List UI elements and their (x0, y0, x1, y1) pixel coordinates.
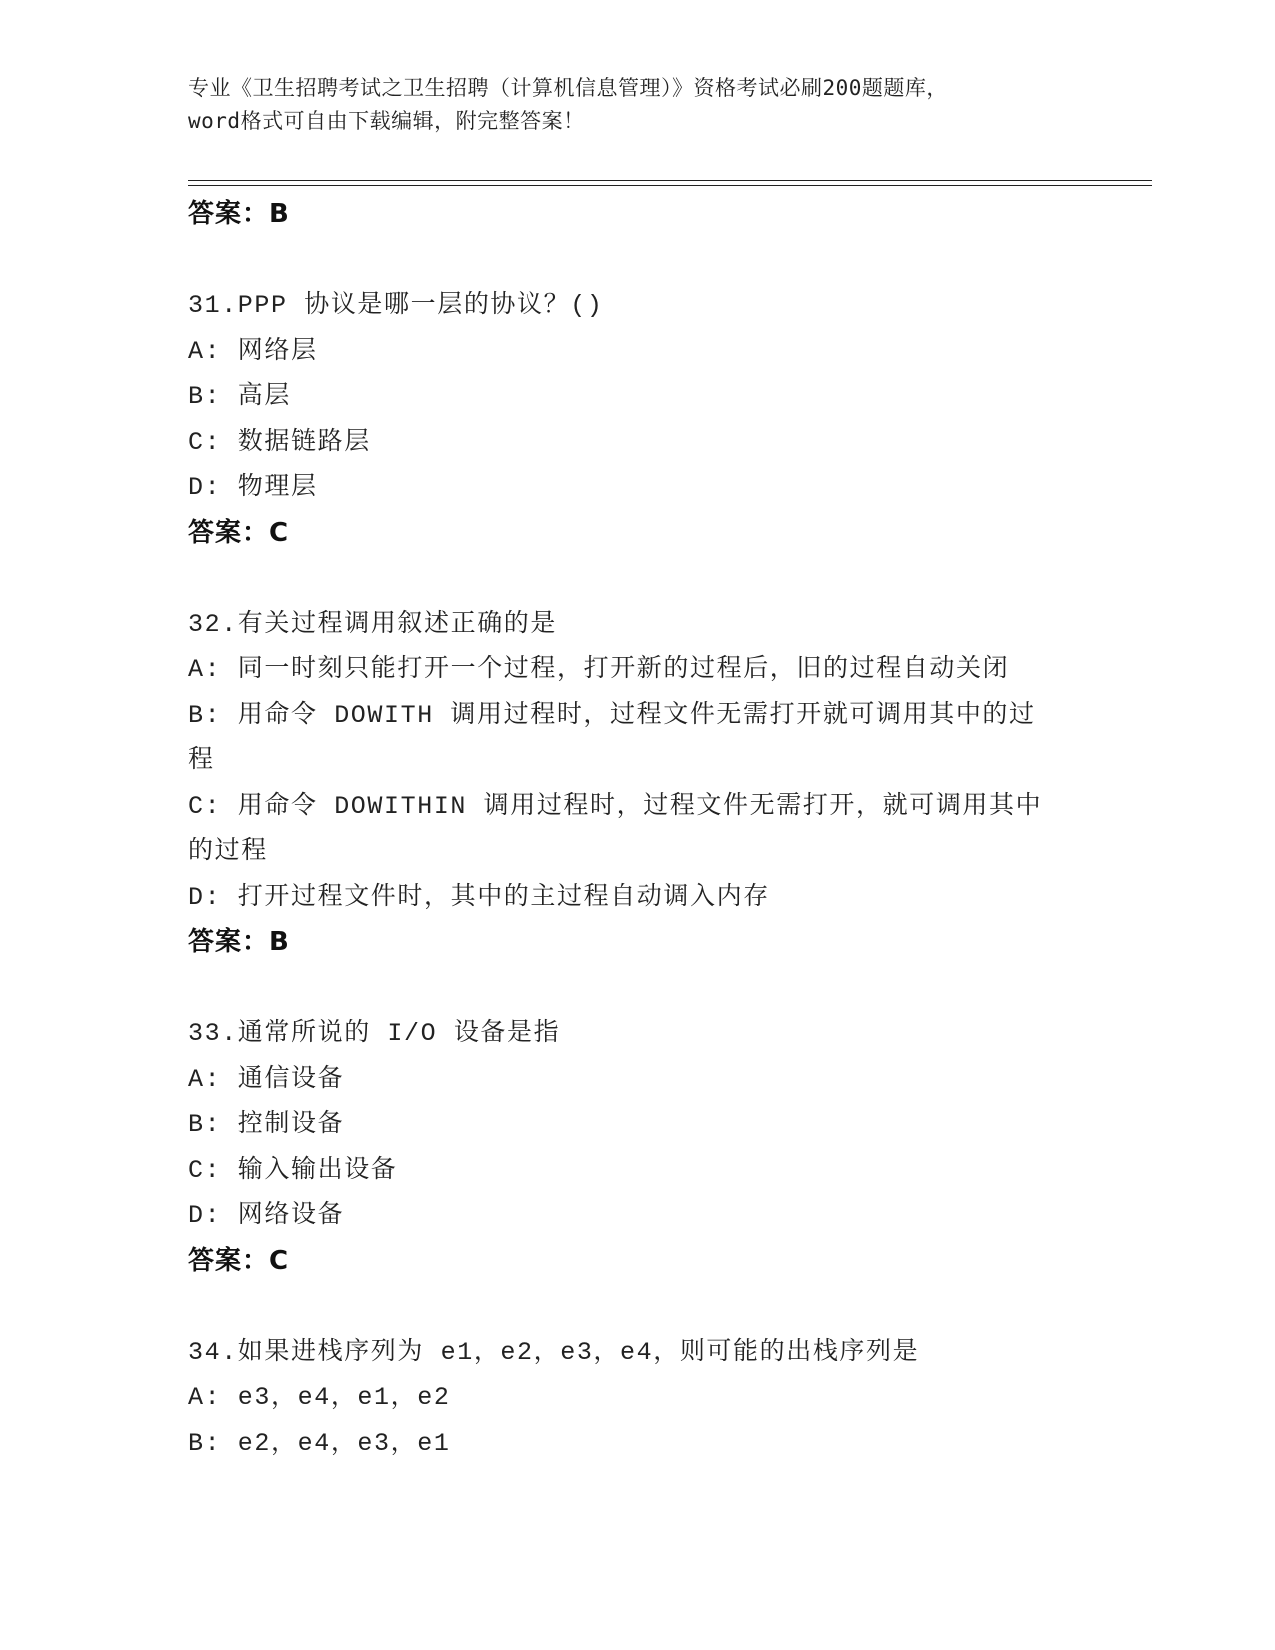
option-c: C: 数据链路层 (188, 427, 371, 457)
document-header (188, 72, 1108, 138)
question-31 (188, 283, 1088, 556)
option-c-continued: 的过程 (188, 837, 268, 866)
question-32 (188, 602, 1088, 966)
option-b: B: 控制设备 (188, 1110, 345, 1139)
spacer (188, 556, 1088, 602)
option-d: D: 物理层 (188, 473, 318, 502)
answer-line: 答案：B (188, 199, 290, 229)
option-d: D: 网络设备 (188, 1201, 345, 1230)
question-stem: 34.如果进栈序列为 e1，e2，e3，e4，则可能的出栈序列是 (188, 1337, 920, 1367)
header-divider-bottom (188, 185, 1152, 186)
question-34 (188, 1330, 1088, 1467)
option-c: C: 输入输出设备 (188, 1155, 398, 1185)
question-list (188, 192, 1088, 1466)
option-a: A: e3，e4，e1，e2 (188, 1383, 451, 1412)
question-stem: 31.PPP 协议是哪一层的协议？() (188, 291, 604, 320)
answer-line: 答案：C (188, 1245, 290, 1276)
header-title-line-2: word格式可自由下载编辑，附完整答案！ (188, 109, 585, 133)
header-divider-top (188, 180, 1152, 181)
option-a: A: 同一时刻只能打开一个过程，打开新的过程后，旧的过程自动关闭 (188, 655, 1010, 684)
option-b-continued: 程 (188, 746, 215, 775)
option-d: D: 打开过程文件时，其中的主过程自动调入内存 (188, 882, 770, 912)
spacer (188, 1284, 1088, 1330)
option-b: B: e2，e4，e3，e1 (188, 1428, 451, 1458)
answer-line: 答案：B (188, 927, 290, 957)
question-stem: 33.通常所说的 I/O 设备是指 (188, 1019, 561, 1048)
header-title-line-1: 专业《卫生招聘考试之卫生招聘（计算机信息管理）》资格考试必刷200题题库， (188, 76, 948, 100)
option-c: C: 用命令 DOWITHIN 调用过程时，过程文件无需打开，就可调用其中 (188, 791, 1043, 821)
spacer (188, 966, 1088, 1012)
option-b: B: 用命令 DOWITH 调用过程时，过程文件无需打开就可调用其中的过 (188, 700, 1036, 730)
question-stem: 32.有关过程调用叙述正确的是 (188, 609, 558, 639)
question-33 (188, 1011, 1088, 1284)
option-a: A: 通信设备 (188, 1064, 345, 1094)
answer-line: 答案：C (188, 517, 290, 548)
spacer (188, 238, 1088, 284)
option-b: B: 高层 (188, 382, 292, 411)
option-a: A: 网络层 (188, 336, 318, 366)
